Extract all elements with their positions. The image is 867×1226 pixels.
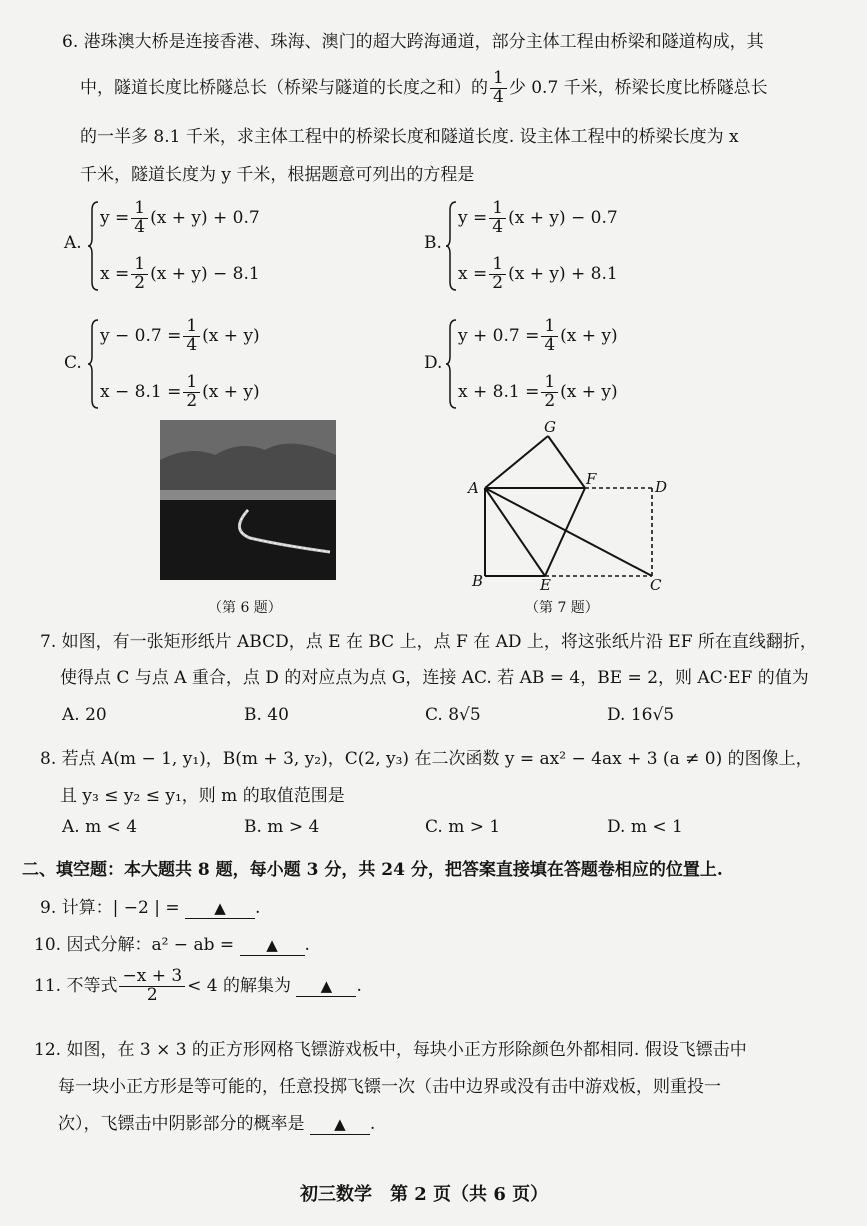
q6-line4: 千米，隧道长度为 y 千米，根据题意可列出的方程是 — [80, 165, 475, 185]
option-label: C. — [64, 353, 82, 373]
q6-line1: 6. 港珠澳大桥是连接香港、珠海、澳门的超大跨海通道，部分主体工程由桥梁和隧道构成，其 — [62, 32, 764, 52]
answer-triangle-icon: ▲ — [214, 899, 226, 917]
q7-caption: （第 7 题） — [525, 600, 599, 616]
q7-option-d: D. 16√5 — [607, 705, 675, 725]
point-label-b: B — [472, 572, 484, 590]
q6-caption: （第 6 题） — [208, 600, 282, 616]
answer-triangle-icon: ▲ — [334, 1115, 346, 1133]
answer-triangle-icon: ▲ — [266, 936, 278, 954]
q6-line2a: 中，隧道长度比桥隧总长（桥梁与隧道的长度之和）的 — [80, 77, 488, 98]
bridge-photo — [160, 420, 336, 580]
q6-line2 — [80, 70, 768, 107]
option-label: D. — [424, 353, 443, 373]
q7-option-b: B. 40 — [244, 705, 289, 725]
q8-option-c: C. m > 1 — [425, 817, 501, 837]
point-label-d: D — [655, 478, 668, 496]
brace-icon — [446, 200, 458, 292]
point-label-g: G — [544, 418, 556, 436]
section-heading: 二、填空题：本大题共 8 题，每小题 3 分，共 24 分，把答案直接填在答题卷相应的位置上. — [22, 860, 723, 880]
q7-line1: 7. 如图，有一张矩形纸片 ABCD，点 E 在 BC 上，点 F 在 AD 上，将这张纸片沿 EF 所在直线翻折， — [40, 632, 817, 652]
point-label-c: C — [650, 576, 662, 594]
q8-option-a: A. m < 4 — [62, 817, 138, 837]
q8-line2: 且 y₃ ≤ y₂ ≤ y₁，则 m 的取值范围是 — [60, 786, 345, 806]
q6-fraction: $\frac{1}{4}$ — [490, 70, 507, 107]
brace-icon — [88, 200, 100, 292]
q12-line1: 12. 如图，在 3 × 3 的正方形网格飞镖游戏板中，每块小正方形除颜色外都相同. 假设飞镖击中 — [34, 1040, 747, 1060]
q7-option-a: A. 20 — [62, 705, 107, 725]
q8-line1: 8. 若点 A(m − 1, y₁)，B(m + 3, y₂)，C(2, y₃) 在二次函数 y = ax² − 4ax + 3 (a ≠ 0) 的图像上， — [40, 749, 813, 769]
point-label-e: E — [540, 576, 551, 594]
q11-fraction: $\frac{-x + 3}{2}$ — [119, 968, 185, 1005]
q8-option-d: D. m < 1 — [607, 817, 683, 837]
option-label: A. — [64, 233, 82, 253]
geometry-figure — [460, 418, 680, 598]
q11: 11. 不等式 $\frac{-x + 3}{2}$ < 4 的解集为 ▲ . — [34, 966, 362, 1005]
point-label-a: A — [468, 479, 479, 497]
q12-line3: 次），飞镖击中阴影部分的概率是 ▲ . — [58, 1114, 376, 1134]
q6-line2b: 少 0.7 千米，桥梁长度比桥隧总长 — [508, 77, 768, 98]
brace-icon — [446, 318, 458, 410]
q7-line2: 使得点 C 与点 A 重合，点 D 的对应点为点 G，连接 AC. 若 AB = 4，BE = 2，则 AC·EF 的值为 — [60, 668, 809, 688]
page-footer: 初三数学 第 2 页（共 6 页） — [300, 1184, 549, 1205]
point-label-f: F — [586, 470, 597, 488]
option-label: B. — [424, 233, 442, 253]
answer-triangle-icon: ▲ — [320, 976, 333, 995]
q8-option-b: B. m > 4 — [244, 817, 320, 837]
q9: 9. 计算：| −2 | = ▲ . — [40, 898, 261, 918]
q12-line2: 每一块小正方形是等可能的，任意投掷飞镖一次（击中边界或没有击中游戏板，则重投一 — [58, 1077, 721, 1097]
q7-option-c: C. 8√5 — [425, 705, 481, 725]
q10: 10. 因式分解：a² − ab = ▲ . — [34, 935, 310, 955]
brace-icon — [88, 318, 100, 410]
q6-line3: 的一半多 8.1 千米，求主体工程中的桥梁长度和隧道长度. 设主体工程中的桥梁长度为 x — [80, 127, 739, 147]
